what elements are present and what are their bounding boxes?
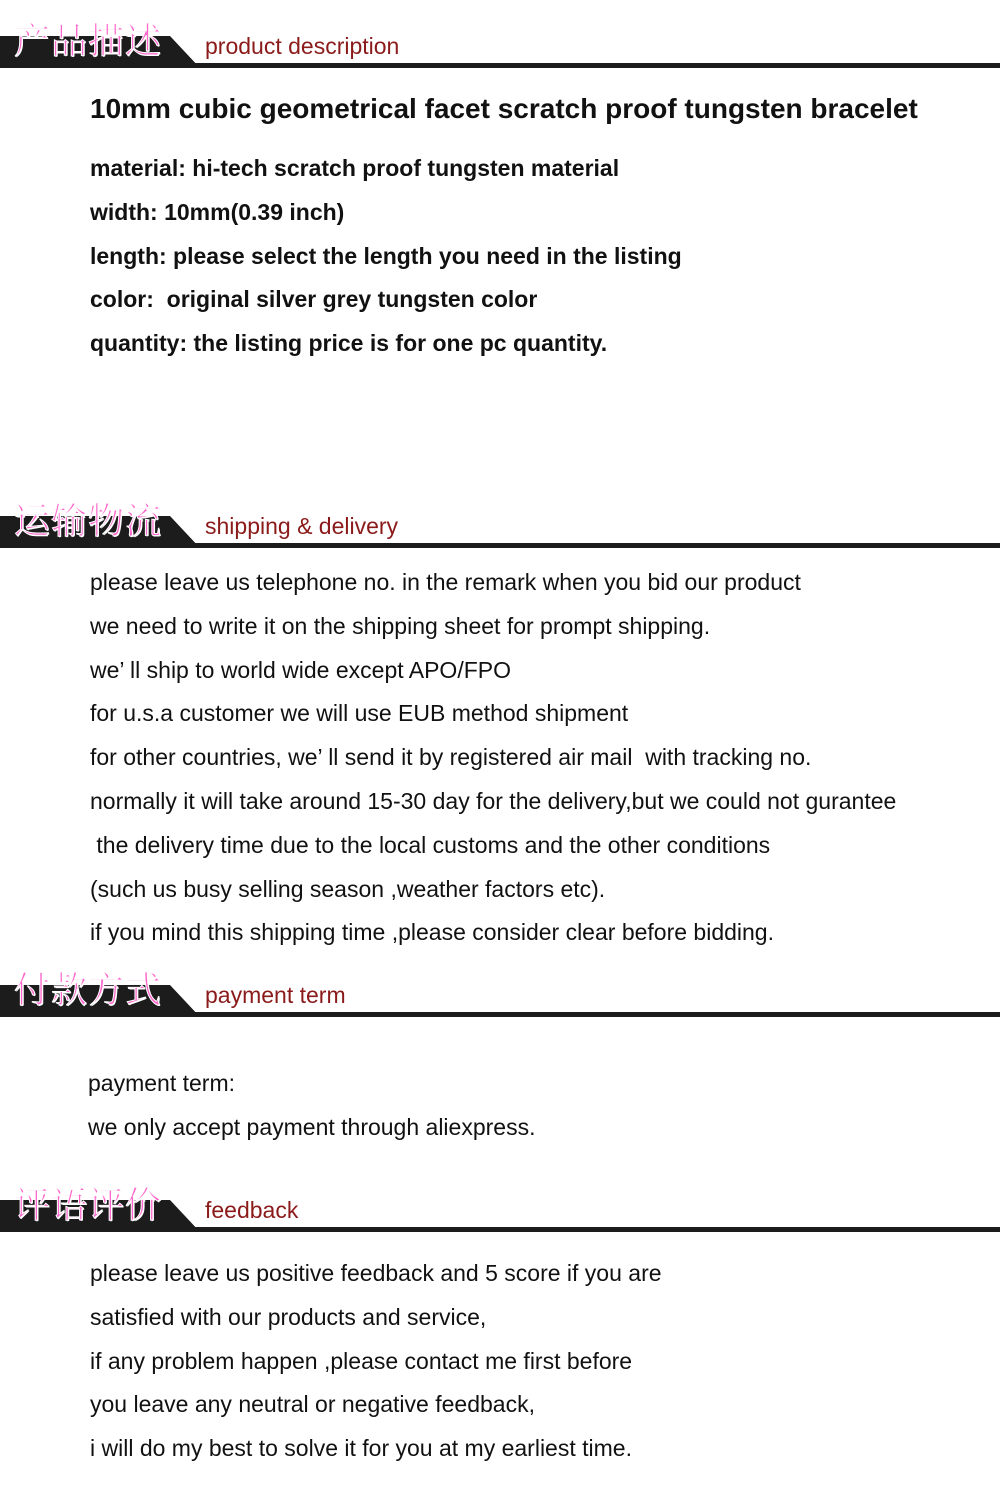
shipping-line: we need to write it on the shipping sheet for prompt shipping. [90, 612, 711, 639]
feedback-header [0, 1185, 1000, 1240]
feedback-line: if any problem happen ,please contact me first before [90, 1347, 633, 1374]
payment-term-header [0, 970, 1000, 1025]
shipping-line: we’ ll ship to world wide except APO/FPO [90, 656, 511, 683]
shipping-delivery-zh-title: 运输物流 [14, 501, 163, 542]
payment-line: payment term: [88, 1070, 235, 1096]
shipping-delivery-header [0, 501, 1000, 556]
spec-quantity: quantity: the listing price is for one pc quantity. [90, 330, 608, 357]
shipping-line: please leave us telephone no. in the remark when you bid our product [90, 569, 801, 595]
feedback-line: please leave us positive feedback and 5 score if you are [90, 1260, 662, 1286]
shipping-line: for other countries, we’ ll send it by registered air mail with tracking no. [90, 744, 812, 771]
feedback-details [90, 1252, 985, 1471]
product-title: 10mm cubic geometrical facet scratch proof tungsten bracelet [90, 93, 918, 124]
feedback-line: satisfied with our products and service, [90, 1303, 487, 1330]
payment-term-en-title: payment term [205, 982, 346, 1008]
feedback-line: i will do my best to solve it for you at my earliest time. [90, 1435, 632, 1462]
shipping-delivery-en-title: shipping & delivery [205, 513, 399, 539]
shipping-line: (such us busy selling season ,weather factors etc). [90, 875, 606, 902]
product-specs [90, 147, 985, 366]
shipping-line: the delivery time due to the local customs and the other conditions [90, 831, 771, 858]
feedback-zh-title: 评语评价 [14, 1185, 163, 1226]
feedback-line: you leave any neutral or negative feedback, [90, 1391, 535, 1418]
product-description-header [0, 21, 1000, 76]
feedback-en-title: feedback [205, 1197, 299, 1223]
shipping-line: normally it will take around 15-30 day for the delivery,but we could not gurantee [90, 787, 897, 814]
shipping-line: for u.s.a customer we will use EUB method shipment [90, 700, 629, 727]
spec-color: color: original silver grey tungsten color [90, 286, 538, 313]
shipping-line: if you mind this shipping time ,please consider clear before bidding. [90, 919, 774, 946]
payment-details [88, 1062, 983, 1150]
spec-material: material: hi-tech scratch proof tungsten material [90, 155, 620, 181]
spec-width: width: 10mm(0.39 inch) [90, 198, 345, 225]
payment-term-zh-title: 付款方式 [14, 970, 163, 1011]
product-description-en-title: product description [205, 33, 400, 59]
product-description-zh-title: 产品描述 [14, 21, 163, 62]
shipping-details [90, 561, 985, 955]
spec-length: length: please select the length you need in the listing [90, 242, 682, 269]
payment-line: we only accept payment through aliexpress. [88, 1113, 536, 1140]
